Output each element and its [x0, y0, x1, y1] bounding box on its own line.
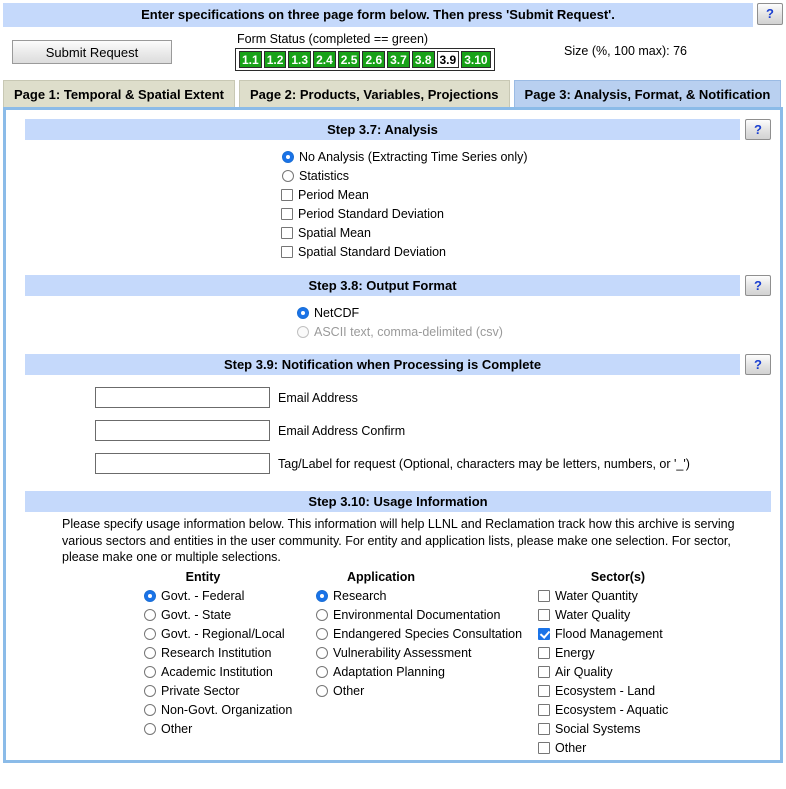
- usage-entity-option[interactable]: [144, 644, 316, 663]
- usage-application-label: Vulnerability Assessment: [333, 646, 472, 660]
- usage-entity-option[interactable]: [144, 701, 316, 720]
- radio-icon: [297, 326, 309, 338]
- notification-field-label: Email Address Confirm: [278, 423, 406, 438]
- tab-page-1[interactable]: Page 1: Temporal & Spatial Extent: [3, 80, 235, 107]
- usage-entity-label: Private Sector: [161, 684, 240, 698]
- notification-help-button[interactable]: ?: [745, 354, 771, 375]
- radio-icon[interactable]: [144, 723, 156, 735]
- usage-entity-option[interactable]: [144, 663, 316, 682]
- usage-application-label: Endangered Species Consultation: [333, 627, 523, 641]
- usage-entity-label: Academic Institution: [161, 665, 273, 679]
- analysis-option[interactable]: [281, 223, 780, 242]
- form-panel: [3, 107, 783, 763]
- banner-help-button[interactable]: ?: [757, 3, 783, 25]
- usage-sector-label: Other: [555, 741, 587, 755]
- analysis-section-title: Step 3.7: Analysis: [25, 119, 740, 140]
- status-box-2-4[interactable]: 2.4: [313, 51, 336, 68]
- toolbar: [3, 32, 783, 78]
- analysis-label: No Analysis (Extracting Time Series only): [299, 149, 528, 164]
- usage-description: Please specify usage information below. This information will help LLNL and Reclamation track how this archive is serving various sectors and entities in the user community. For entity and application lists, please make one selection. For sector, please make one or multiple selections.: [62, 517, 735, 564]
- section-header-analysis: [25, 119, 771, 140]
- notification-input-1[interactable]: [95, 420, 270, 441]
- status-box-3-8[interactable]: 3.8: [412, 51, 435, 68]
- analysis-option[interactable]: [281, 242, 780, 261]
- output-format-help-button[interactable]: ?: [745, 275, 771, 296]
- status-box-3-9[interactable]: 3.9: [437, 51, 460, 68]
- checkbox-icon[interactable]: [538, 704, 550, 716]
- radio-icon[interactable]: [144, 685, 156, 697]
- usage-sector-label: Water Quality: [555, 608, 631, 622]
- radio-icon[interactable]: [297, 307, 309, 319]
- usage-sector-option[interactable]: [538, 701, 738, 720]
- usage-sector-option[interactable]: [538, 682, 738, 701]
- checkbox-icon[interactable]: [538, 666, 550, 678]
- output-format-option[interactable]: [297, 303, 780, 322]
- section-header-usage: [25, 491, 771, 512]
- usage-column-heading-entity: Entity: [185, 569, 221, 584]
- notification-input-2[interactable]: [95, 453, 270, 474]
- analysis-option[interactable]: [281, 185, 780, 204]
- usage-application-option[interactable]: [316, 606, 538, 625]
- checkbox-icon[interactable]: [281, 227, 293, 239]
- status-box-1-2[interactable]: 1.2: [264, 51, 287, 68]
- usage-sector-option[interactable]: [538, 720, 738, 739]
- notification-field-label: Email Address: [278, 390, 358, 405]
- analysis-help-button[interactable]: ?: [745, 119, 771, 140]
- usage-sector-option[interactable]: [538, 663, 738, 682]
- radio-icon[interactable]: [144, 609, 156, 621]
- checkbox-icon[interactable]: [538, 609, 550, 621]
- form-status-boxes: [235, 48, 495, 71]
- analysis-options: [6, 147, 780, 261]
- analysis-option[interactable]: [282, 147, 780, 166]
- analysis-label: Spatial Standard Deviation: [298, 244, 447, 259]
- status-box-1-1[interactable]: 1.1: [239, 51, 262, 68]
- notification-section-title: Step 3.9: Notification when Processing is Complete: [25, 354, 740, 375]
- status-box-3-10[interactable]: 3.10: [461, 51, 490, 68]
- size-indicator: Size (%, 100 max): 76: [564, 44, 687, 58]
- checkbox-icon[interactable]: [538, 590, 550, 602]
- usage-column-heading-application: Application: [346, 569, 416, 584]
- analysis-option[interactable]: [281, 204, 780, 223]
- usage-application-option[interactable]: [316, 587, 538, 606]
- notification-field-label: Tag/Label for request (Optional, characters may be letters, numbers, or '_'): [278, 456, 690, 471]
- usage-application-option[interactable]: [316, 644, 538, 663]
- usage-application-option[interactable]: [316, 663, 538, 682]
- checkbox-icon[interactable]: [538, 742, 550, 754]
- status-box-2-6[interactable]: 2.6: [362, 51, 385, 68]
- radio-icon[interactable]: [144, 647, 156, 659]
- usage-sector-label: Ecosystem - Aquatic: [555, 703, 669, 717]
- usage-entity-option[interactable]: [144, 720, 316, 739]
- section-header-notification: [25, 354, 771, 375]
- checkbox-icon[interactable]: [281, 208, 293, 220]
- checkbox-icon[interactable]: [538, 685, 550, 697]
- notification-field-row: [95, 453, 780, 474]
- notification-field-row: [95, 387, 780, 408]
- checkbox-icon[interactable]: [281, 189, 293, 201]
- usage-column-application: [316, 570, 538, 758]
- radio-icon[interactable]: [316, 647, 328, 659]
- usage-entity-label: Other: [161, 722, 193, 736]
- form-status-label: Form Status (completed == green): [237, 32, 429, 46]
- radio-icon[interactable]: [316, 685, 328, 697]
- radio-icon[interactable]: [282, 170, 294, 182]
- page-tabs: [3, 80, 783, 107]
- usage-sector-option[interactable]: [538, 587, 738, 606]
- notification-fields: [6, 387, 780, 474]
- output-format-label: NetCDF: [314, 305, 360, 320]
- usage-column-sector: [538, 570, 738, 758]
- submit-request-button[interactable]: Submit Request: [12, 40, 172, 64]
- usage-entity-option[interactable]: [144, 606, 316, 625]
- usage-sector-label: Air Quality: [555, 665, 613, 679]
- usage-application-label: Environmental Documentation: [333, 608, 501, 622]
- notification-input-0[interactable]: [95, 387, 270, 408]
- usage-entity-label: Govt. - Federal: [161, 589, 245, 603]
- tab-page-3[interactable]: Page 3: Analysis, Format, & Notification: [514, 80, 782, 107]
- radio-icon[interactable]: [316, 628, 328, 640]
- usage-sector-option[interactable]: [538, 644, 738, 663]
- status-box-1-3[interactable]: 1.3: [288, 51, 311, 68]
- radio-icon[interactable]: [316, 590, 328, 602]
- usage-application-option[interactable]: [316, 682, 538, 701]
- usage-sector-label: Flood Management: [555, 627, 663, 641]
- usage-column-heading-sector: Sector(s): [590, 569, 646, 584]
- usage-columns: [6, 570, 780, 758]
- tab-page-2[interactable]: Page 2: Products, Variables, Projections: [239, 80, 510, 107]
- radio-icon[interactable]: [144, 666, 156, 678]
- usage-sector-label: Energy: [555, 646, 595, 660]
- radio-icon[interactable]: [316, 609, 328, 621]
- analysis-label: Spatial Mean: [298, 225, 371, 240]
- usage-entity-label: Research Institution: [161, 646, 272, 660]
- checkbox-icon[interactable]: [281, 246, 293, 258]
- usage-application-label: Adaptation Planning: [333, 665, 445, 679]
- usage-sector-label: Social Systems: [555, 722, 641, 736]
- analysis-label: Period Standard Deviation: [298, 206, 444, 221]
- usage-sector-label: Water Quantity: [555, 589, 638, 603]
- radio-icon[interactable]: [144, 628, 156, 640]
- usage-section-title: Step 3.10: Usage Information: [25, 491, 771, 512]
- usage-sector-option[interactable]: [538, 625, 738, 644]
- status-box-2-5[interactable]: 2.5: [338, 51, 361, 68]
- usage-sector-option[interactable]: [538, 606, 738, 625]
- analysis-label: Period Mean: [298, 187, 369, 202]
- usage-entity-label: Govt. - State: [161, 608, 232, 622]
- section-header-output-format: [25, 275, 771, 296]
- analysis-option[interactable]: [282, 166, 780, 185]
- usage-sector-label: Ecosystem - Land: [555, 684, 656, 698]
- form-status: [235, 32, 495, 71]
- radio-icon[interactable]: [144, 704, 156, 716]
- output-format-option: [297, 322, 780, 341]
- usage-entity-label: Non-Govt. Organization: [161, 703, 293, 717]
- banner-message: Enter specifications on three page form below. Then press 'Submit Request'.: [3, 3, 753, 27]
- checkbox-icon[interactable]: [538, 628, 550, 640]
- checkbox-icon[interactable]: [538, 647, 550, 659]
- notification-field-row: [95, 420, 780, 441]
- radio-icon[interactable]: [144, 590, 156, 602]
- usage-sector-option[interactable]: [538, 739, 738, 758]
- top-banner: [3, 3, 783, 27]
- radio-icon[interactable]: [282, 151, 294, 163]
- usage-application-label: Research: [333, 589, 387, 603]
- usage-entity-option[interactable]: [144, 587, 316, 606]
- usage-application-option[interactable]: [316, 625, 538, 644]
- usage-entity-option[interactable]: [144, 682, 316, 701]
- usage-column-entity: [144, 570, 316, 758]
- usage-entity-option[interactable]: [144, 625, 316, 644]
- usage-application-label: Other: [333, 684, 365, 698]
- usage-entity-label: Govt. - Regional/Local: [161, 627, 285, 641]
- output-format-options: [6, 303, 780, 341]
- output-format-label: ASCII text, comma-delimited (csv): [314, 324, 503, 339]
- analysis-label: Statistics: [299, 168, 350, 183]
- radio-icon[interactable]: [316, 666, 328, 678]
- checkbox-icon[interactable]: [538, 723, 550, 735]
- status-box-3-7[interactable]: 3.7: [387, 51, 410, 68]
- output-format-section-title: Step 3.8: Output Format: [25, 275, 740, 296]
